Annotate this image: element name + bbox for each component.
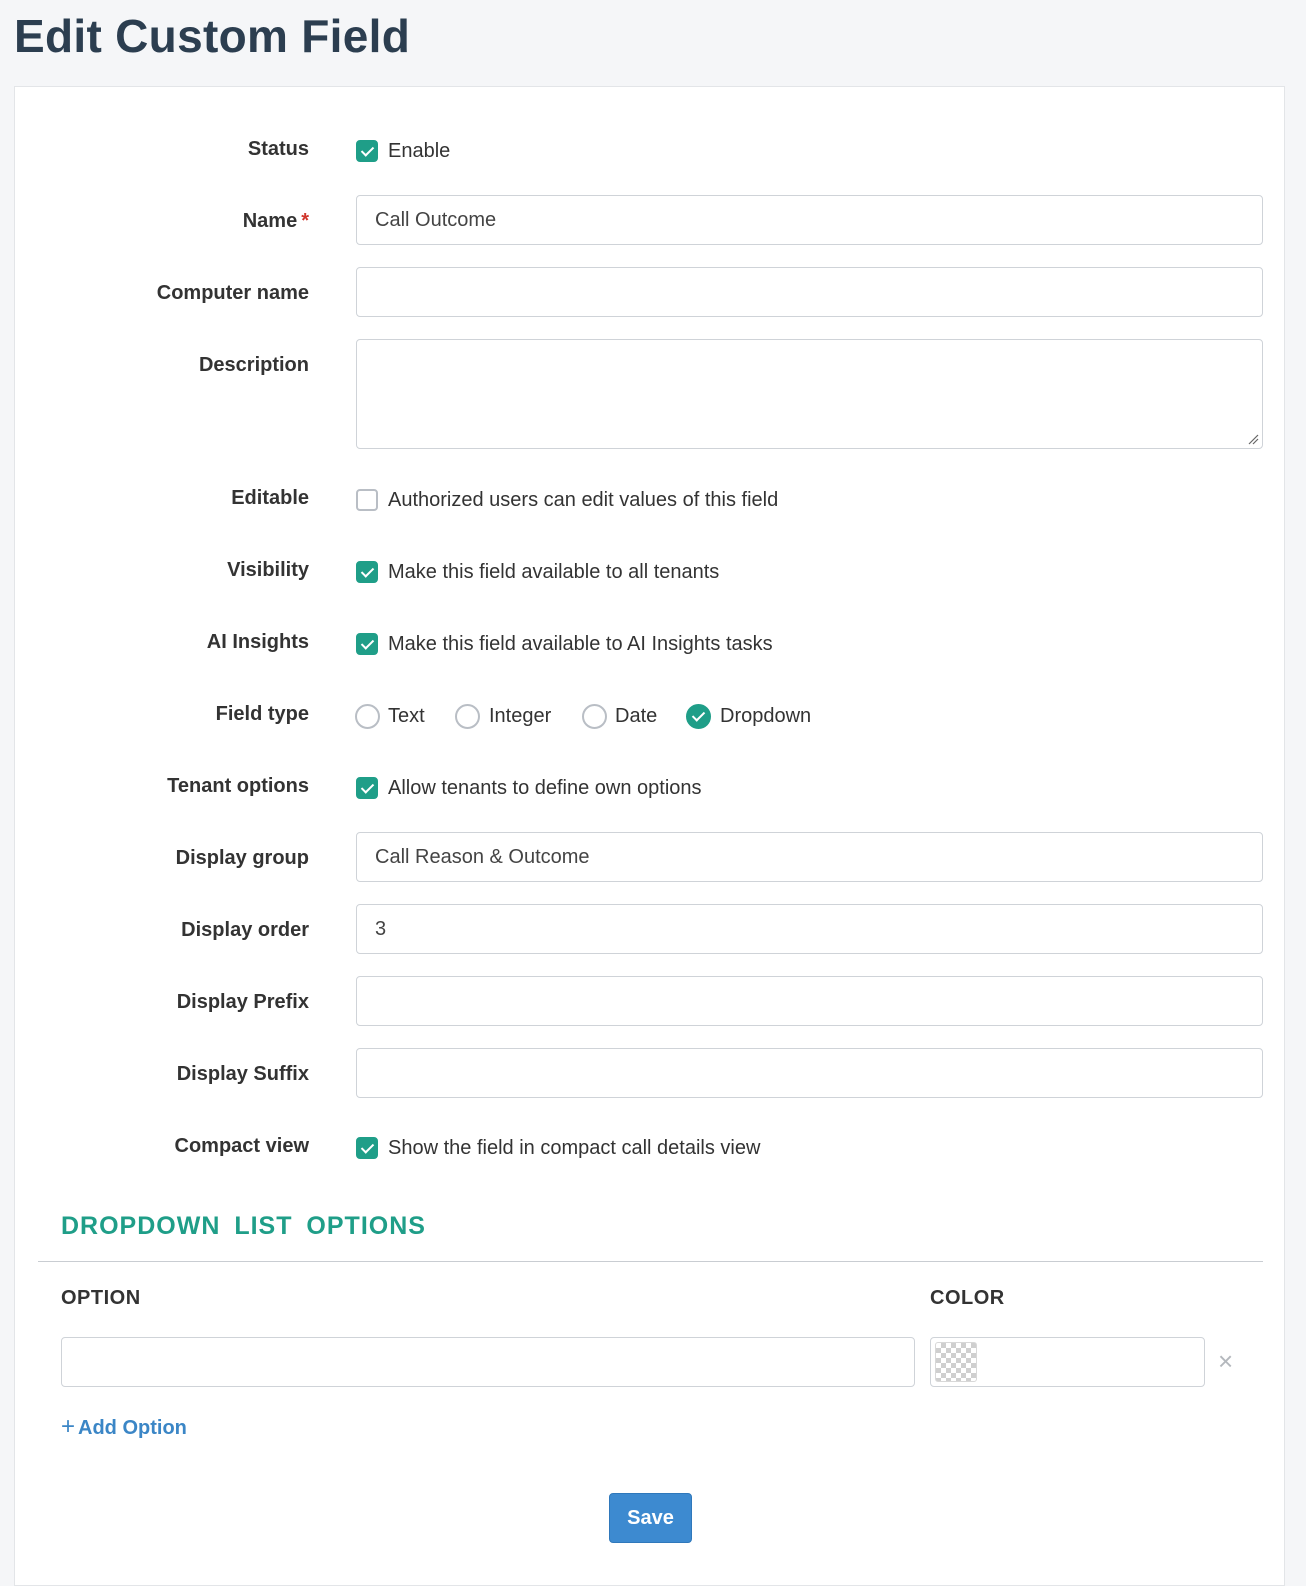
- editable-checkbox-label: Authorized users can edit values of this field: [388, 489, 779, 511]
- field-type-radio-integer[interactable]: [455, 704, 480, 729]
- field-type-radio-text[interactable]: [355, 704, 380, 729]
- ai-insights-checkbox-label: Make this field available to AI Insights tasks: [388, 633, 773, 655]
- description-textarea[interactable]: [356, 339, 1263, 449]
- field-type-integer-label: Integer: [489, 705, 552, 727]
- name-label: [243, 210, 309, 233]
- display-suffix-input[interactable]: [356, 1048, 1263, 1098]
- visibility-checkbox[interactable]: [356, 561, 378, 583]
- dropdown-options-title: DROPDOWN LIST OPTIONS: [61, 1212, 426, 1240]
- field-type-radio-dropdown[interactable]: [686, 704, 711, 729]
- display-order-label: Display order: [181, 919, 309, 941]
- compact-view-checkbox[interactable]: [356, 1137, 378, 1159]
- display-suffix-label: Display Suffix: [176, 1063, 309, 1085]
- ai-insights-checkbox[interactable]: [356, 633, 378, 655]
- display-group-input[interactable]: [356, 832, 1263, 882]
- compact-view-checkbox-label: Show the field in compact call details view: [388, 1137, 761, 1159]
- editable-checkbox[interactable]: [356, 489, 378, 511]
- display-prefix-label: Display Prefix: [176, 991, 309, 1013]
- visibility-checkbox-label: Make this field available to all tenants: [388, 561, 720, 583]
- name-label-text: Name: [242, 210, 298, 232]
- color-picker-field[interactable]: [930, 1337, 1205, 1387]
- editable-label: Editable: [231, 487, 309, 509]
- compact-view-label: Compact view: [174, 1135, 309, 1157]
- name-input[interactable]: [356, 195, 1263, 245]
- add-option-link[interactable]: [61, 1413, 187, 1441]
- option-input[interactable]: [61, 1337, 915, 1387]
- tenant-options-label: Tenant options: [167, 775, 309, 797]
- color-swatch[interactable]: [935, 1342, 977, 1382]
- display-prefix-input[interactable]: [356, 976, 1263, 1026]
- add-option-label: Add Option: [78, 1417, 187, 1439]
- display-group-label: Display group: [175, 847, 309, 869]
- tenant-options-checkbox[interactable]: [356, 777, 378, 799]
- color-column-header: COLOR: [930, 1287, 1005, 1309]
- page-title: Edit Custom Field: [14, 10, 411, 62]
- field-type-label: Field type: [215, 703, 309, 725]
- description-wrapper: [356, 339, 1263, 449]
- field-type-date-label: Date: [615, 705, 658, 727]
- option-column-header: OPTION: [61, 1287, 141, 1309]
- visibility-label: Visibility: [227, 559, 309, 581]
- computer-name-input[interactable]: [356, 267, 1263, 317]
- resize-grip-icon[interactable]: [1247, 433, 1259, 445]
- required-marker: *: [301, 210, 309, 232]
- ai-insights-label: AI Insights: [206, 631, 309, 653]
- display-order-input[interactable]: [356, 904, 1263, 954]
- computer-name-label: Computer name: [156, 282, 309, 304]
- status-checkbox[interactable]: [356, 140, 378, 162]
- description-label: Description: [198, 354, 309, 376]
- save-button[interactable]: Save: [609, 1493, 692, 1543]
- section-divider: [38, 1261, 1263, 1262]
- custom-field-form: [14, 86, 1285, 1586]
- status-checkbox-label: Enable: [388, 140, 451, 162]
- field-type-dropdown-label: Dropdown: [720, 705, 812, 727]
- remove-option-icon[interactable]: ×: [1218, 1346, 1234, 1376]
- field-type-text-label: Text: [388, 705, 425, 727]
- status-label: Status: [247, 138, 309, 160]
- tenant-options-checkbox-label: Allow tenants to define own options: [388, 777, 702, 799]
- field-type-radio-date[interactable]: [582, 704, 607, 729]
- plus-icon: +: [61, 1413, 76, 1440]
